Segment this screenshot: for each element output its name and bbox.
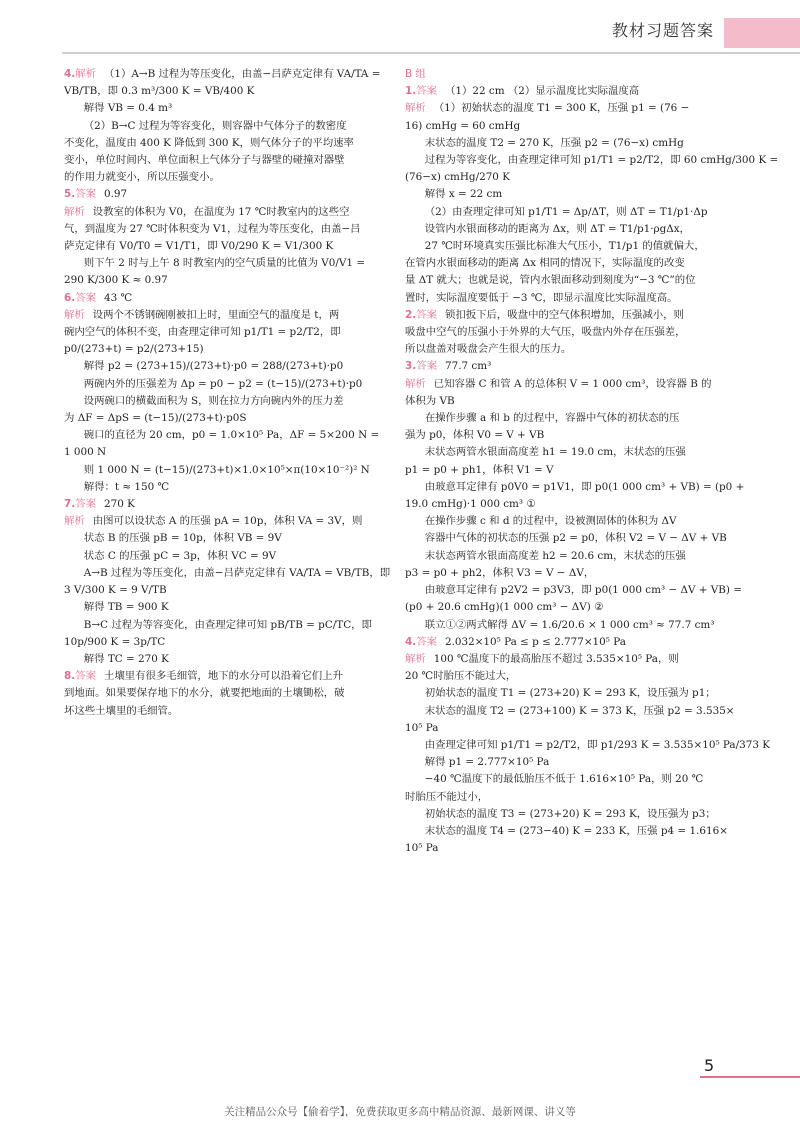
text-line	[64, 703, 394, 720]
line-text: A→B 过程为等压变化，由盖−吕萨克定律有 VA/TA = VB/TB，即	[83, 566, 391, 579]
text-line	[405, 118, 741, 135]
line-text: 末状态的温度 T2 = (273+100) K = 373 K，压强 p2 = 3.535×	[424, 704, 735, 717]
text-line	[64, 238, 394, 255]
text-line	[64, 255, 394, 272]
text-line	[405, 599, 741, 616]
answer-label: 答案	[75, 188, 96, 201]
line-text: 土壤里有很多毛细管，地下的水分可以沿着它们上升	[103, 670, 343, 683]
text-line	[64, 496, 394, 513]
text-line	[405, 290, 741, 307]
line-text: 在操作步骤 a 和 b 的过程中，容器中气体的初状态的压	[424, 412, 680, 425]
text-line	[405, 444, 741, 461]
line-text: 状态 C 的压强 pC = 3p，体积 VC = 9V	[83, 549, 277, 562]
answer-label: 答案	[416, 360, 437, 373]
text-line	[405, 789, 741, 806]
text-line	[64, 685, 394, 702]
line-text: 解得 x = 22 cm	[424, 188, 503, 201]
line-text: 由图可以设状态 A 的压强 pA = 10p，体积 VA = 3V，则	[92, 515, 363, 528]
line-text: 设两碗口的横截面积为 S，则在拉力方向碗内外的压力差	[83, 394, 344, 407]
text-line	[405, 703, 741, 720]
line-text: 设教室的体积为 V0，在温度为 17 ℃时教室内的这些空	[92, 205, 350, 218]
text-line	[64, 444, 394, 461]
line-text: 解得 TC = 270 K	[83, 652, 169, 665]
line-text: 则 1 000 N = (t−15)/(273+t)×1.0×10⁵×π(10×10⁻²)² N	[83, 463, 370, 476]
answer-label: 解析	[64, 515, 85, 528]
line-text: 状态 B 的压强 pB = 10p，体积 VB = 9V	[83, 532, 282, 545]
text-line	[405, 66, 741, 83]
line-text: 坏这些土壤里的毛细管。	[64, 704, 179, 717]
text-line	[405, 393, 741, 410]
text-line	[64, 479, 394, 496]
line-text: 2.032×10⁵ Pa ≤ p ≤ 2.777×10⁵ Pa	[444, 635, 626, 648]
text-line	[64, 83, 394, 100]
answer-label: 答案	[75, 670, 96, 683]
line-text: 所以盘盖对吸盘会产生很大的压力。	[405, 343, 572, 356]
line-text: 萨克定律有 V0/T0 = V1/T1，即 V0/290 K = V1/300 K	[64, 240, 334, 253]
text-line	[405, 720, 741, 737]
line-text: p0/(273+t) = p2/(273+15)	[64, 343, 204, 356]
line-text: p1 = p0 + ph1，体积 V1 = V	[405, 463, 554, 476]
line-text: 解得 TB = 900 K	[83, 601, 169, 614]
question-number: 2.	[405, 308, 417, 321]
line-text: （2）由查理定律可知 p1/T1 = Δp/ΔT，则 ΔT = T1/p1·Δp	[424, 205, 708, 218]
text-line	[64, 530, 394, 547]
text-line	[405, 376, 741, 393]
text-line	[64, 341, 394, 358]
line-text: 初始状态的温度 T1 = (273+20) K = 293 K，设压强为 p1；	[424, 687, 716, 700]
line-text: B→C 过程为等容变化，由查理定律可知 pB/TB = pC/TC，即	[83, 618, 372, 631]
text-line	[64, 135, 394, 152]
text-line	[405, 169, 741, 186]
text-line	[64, 462, 394, 479]
question-number: 4.	[64, 68, 76, 80]
text-line	[405, 548, 741, 565]
text-line	[64, 668, 394, 685]
line-text: 末状态两管水银面高度差 h2 = 20.6 cm，末状态的压强	[424, 549, 686, 562]
answer-label: 解析	[64, 205, 85, 218]
line-text: 气，到温度为 27 ℃时体积变为 V1，过程为等压变化，由盖−吕	[64, 222, 361, 235]
line-text: 解得 p1 = 2.777×10⁵ Pa	[424, 756, 550, 769]
text-line	[405, 513, 741, 530]
text-line	[405, 324, 741, 341]
line-text: p3 = p0 + ph2，体积 V3 = V − ΔV，	[405, 566, 595, 579]
page-number: 5	[704, 1056, 715, 1075]
line-text: 设两个不锈钢碗刚被扣上时，里面空气的温度是 t，两	[92, 308, 340, 321]
line-text: 100 ℃温度下的最高胎压不超过 3.535×10⁵ Pa，则	[433, 652, 679, 665]
question-number: 3.	[405, 360, 417, 373]
text-line	[405, 479, 745, 496]
answer-label: 答案	[416, 635, 437, 648]
left-column	[64, 66, 394, 720]
line-text: 末状态的温度 T2 = 270 K，压强 p2 = (76−x) cmHg	[424, 136, 684, 149]
text-line	[405, 341, 741, 358]
question-number: 5.	[64, 188, 76, 201]
text-line	[405, 754, 741, 771]
text-line	[405, 186, 741, 203]
question-number: 1.	[405, 85, 417, 98]
text-line	[405, 221, 741, 238]
line-text: 27 ℃时环境真实压强比标准大气压小，T1/p1 的值就偏大，	[424, 240, 705, 253]
text-line	[405, 204, 741, 221]
answer-label: 答案	[75, 291, 96, 304]
line-text: 19.0 cmHg)·1 000 cm³ ①	[405, 498, 536, 511]
line-text: (76−x) cmHg/270 K	[405, 171, 510, 184]
question-number: 4.	[405, 635, 417, 648]
text-line	[405, 651, 741, 668]
line-text: 由玻意耳定律有 p2V2 = p3V3，即 p0(1 000 cm³ − ΔV + VB) =	[424, 584, 742, 597]
line-text: 20 ℃时胎压不能过大，	[405, 670, 517, 683]
text-line	[405, 840, 741, 857]
text-line	[405, 427, 741, 444]
answer-label: 答案	[75, 498, 96, 511]
line-text: 碗内空气的体积不变，由查理定律可知 p1/T1 = p2/T2，即	[64, 326, 341, 339]
text-line	[64, 393, 394, 410]
text-line	[405, 238, 741, 255]
line-text: 1 000 N	[64, 446, 107, 459]
text-line	[405, 272, 741, 289]
line-text: 锁扣扳下后，吸盘中的空气体积增加，压强减小，则	[444, 308, 684, 321]
answer-label: 答案	[416, 308, 437, 321]
line-text: 77.7 cm³	[444, 360, 492, 373]
line-text: VB/TB，即 0.3 m³/300 K = VB/400 K	[64, 85, 255, 98]
text-line	[405, 582, 741, 599]
text-line	[64, 169, 394, 186]
right-column	[405, 66, 779, 857]
text-line	[405, 771, 741, 788]
line-text: 0.97	[103, 188, 128, 201]
line-text: 吸盘中空气的压强小于外界的大气压，吸盘内外存在压强差，	[405, 326, 686, 339]
text-line	[64, 152, 394, 169]
text-line	[405, 565, 741, 582]
text-line	[405, 307, 741, 324]
text-line	[405, 83, 741, 100]
line-text: （2）B→C 过程为等容变化，则容器中气体分子的数密度	[83, 119, 347, 132]
text-line	[405, 255, 741, 272]
line-text: 末状态的温度 T4 = (273−40) K = 233 K，压强 p4 = 1.616×	[424, 824, 728, 837]
footer-note: 关注精品公众号【偷着学】，免费获取更多高中精品资源、最新网课、讲义等	[224, 1106, 576, 1118]
text-line	[64, 221, 394, 238]
text-line	[64, 358, 394, 375]
text-line	[64, 290, 394, 307]
text-line	[405, 634, 741, 651]
text-line	[64, 118, 394, 135]
line-text: 末状态两管水银面高度差 h1 = 19.0 cm，末状态的压强	[424, 446, 686, 459]
line-text: （1）初始状态的温度 T1 = 300 K，压强 p1 = (76 −	[433, 102, 690, 115]
text-line	[64, 617, 394, 634]
answer-label: 解析	[75, 68, 96, 80]
line-text: 10p/900 K = 3p/TC	[64, 635, 166, 648]
line-text: 解得：t ≈ 150 ℃	[83, 480, 170, 493]
answer-label: 答案	[416, 85, 437, 98]
line-text: 3 V/300 K = 9 V/TB	[64, 584, 167, 597]
line-text: 到地面。如果要保存地下的水分，就要把地面的土壤锄松，破	[64, 687, 345, 700]
answer-label: 解析	[405, 102, 426, 115]
text-line	[64, 186, 394, 203]
text-line	[405, 152, 779, 169]
text-line	[405, 617, 741, 634]
text-line	[64, 427, 394, 444]
line-text: 由查理定律可知 p1/T1 = p2/T2，即 p1/293 K = 3.535×10⁵ Pa/373 K	[424, 738, 771, 751]
line-text: (p0 + 20.6 cmHg)(1 000 cm³ − ΔV) ②	[405, 601, 604, 614]
line-text: 在管内水银面移动的距离 Δx 相同的情况下，实际温度的改变	[405, 257, 685, 270]
line-text: 不变化，温度由 400 K 降低到 300 K，则气体分子的平均速率	[64, 136, 354, 149]
text-line	[64, 513, 394, 530]
text-line	[64, 651, 394, 668]
line-text: 16) cmHg = 60 cmHg	[405, 119, 521, 132]
line-text: 时胎压不能过小，	[405, 790, 489, 803]
line-text: 置时，实际温度要低于 −3 ℃，即显示温度比实际温度高。	[405, 291, 678, 304]
line-text: 43 ℃	[103, 291, 133, 304]
line-text: 10⁵ Pa	[405, 842, 439, 855]
text-line	[64, 376, 394, 393]
header-tab	[724, 18, 800, 48]
text-line	[405, 462, 741, 479]
question-number: 7.	[64, 498, 76, 511]
text-line	[405, 685, 741, 702]
text-line	[405, 668, 741, 685]
text-line	[64, 100, 394, 117]
text-line	[405, 410, 741, 427]
line-text: （1）22 cm （2）显示温度比实际温度高	[444, 85, 640, 98]
line-text: 解得 VB = 0.4 m³	[83, 102, 173, 115]
text-line	[405, 496, 741, 513]
line-text: 容器中气体的初状态的压强 p2 = p0，体积 V2 = V − ΔV + VB	[424, 532, 727, 545]
text-line	[64, 204, 394, 221]
line-text: 由玻意耳定律有 p0V0 = p1V1，即 p0(1 000 cm³ + VB) = (p0 +	[424, 480, 745, 493]
line-text: 量 ΔT 就大；也就是说，管内水银面移动到刻度为“−3 ℃”的位	[405, 274, 696, 287]
line-text: 碗口的直径为 20 cm，p0 = 1.0×10⁵ Pa，ΔF = 5×200 N =	[83, 429, 380, 442]
answer-label: 解析	[405, 652, 426, 665]
text-line	[64, 66, 394, 83]
text-line	[405, 806, 741, 823]
line-text: 已知容器 C 和管 A 的总体积 V = 1 000 cm³，设容器 B 的	[433, 377, 712, 390]
line-text: 变小，单位时间内、单位面积上气体分子与器壁的碰撞对器壁	[64, 154, 345, 167]
text-line	[64, 634, 394, 651]
text-line	[405, 737, 771, 754]
line-text: （1）A→B 过程为等压变化，由盖−吕萨克定律有 VA/TA =	[103, 68, 381, 80]
header-title: 教材习题答案	[612, 21, 715, 40]
line-text: 强为 p0，体积 V0 = V + VB	[405, 429, 545, 442]
line-text: 体积为 VB	[405, 394, 455, 407]
text-line	[405, 530, 741, 547]
text-line	[405, 358, 741, 375]
group-heading: B 组	[405, 68, 426, 80]
text-line	[64, 548, 394, 565]
text-line	[64, 324, 394, 341]
text-line	[64, 307, 394, 324]
page-number-rule	[700, 1076, 800, 1078]
line-text: −40 ℃温度下的最低胎压不低于 1.616×10⁵ Pa，则 20 ℃	[424, 773, 704, 786]
text-line	[64, 272, 394, 289]
line-text: 270 K	[103, 498, 135, 511]
line-text: 290 K/300 K ≈ 0.97	[64, 274, 168, 287]
line-text: 则下午 2 时与上午 8 时教室内的空气质量的比值为 V0/V1 =	[83, 257, 366, 270]
question-number: 8.	[64, 670, 76, 683]
text-line	[64, 565, 394, 582]
line-text: 初始状态的温度 T3 = (273+20) K = 293 K，设压强为 p3；	[424, 807, 716, 820]
line-text: 的作用力就变小，所以压强变小。	[64, 171, 220, 184]
answer-label: 解析	[64, 308, 85, 321]
line-text: 过程为等容变化，由查理定律可知 p1/T1 = p2/T2，即 60 cmHg/300 K =	[424, 154, 779, 167]
line-text: 解得 p2 = (273+15)/(273+t)·p0 = 288/(273+t)·p0	[83, 360, 344, 373]
text-line	[405, 100, 741, 117]
question-number: 6.	[64, 291, 76, 304]
header-rule	[62, 52, 800, 54]
text-line	[64, 582, 394, 599]
text-line	[64, 599, 394, 616]
line-text: 为 ΔF = ΔpS = (t−15)/(273+t)·p0S	[64, 412, 247, 425]
text-line	[405, 823, 741, 840]
line-text: 设管内水银面移动的距离为 Δx，则 ΔT = T1/p1·ρgΔx，	[424, 222, 691, 235]
line-text: 两碗内外的压强差为 Δp = p0 − p2 = (t−15)/(273+t)·p0	[83, 377, 363, 390]
line-text: 在操作步骤 c 和 d 的过程中，设被测固体的体积为 ΔV	[424, 515, 677, 528]
text-line	[64, 410, 394, 427]
line-text: 联立①②两式解得 ΔV = 1.6/20.6 × 1 000 cm³ ≈ 77.7 cm³	[424, 618, 715, 631]
answer-label: 解析	[405, 377, 426, 390]
text-line	[405, 135, 741, 152]
line-text: 10⁵ Pa	[405, 721, 439, 734]
